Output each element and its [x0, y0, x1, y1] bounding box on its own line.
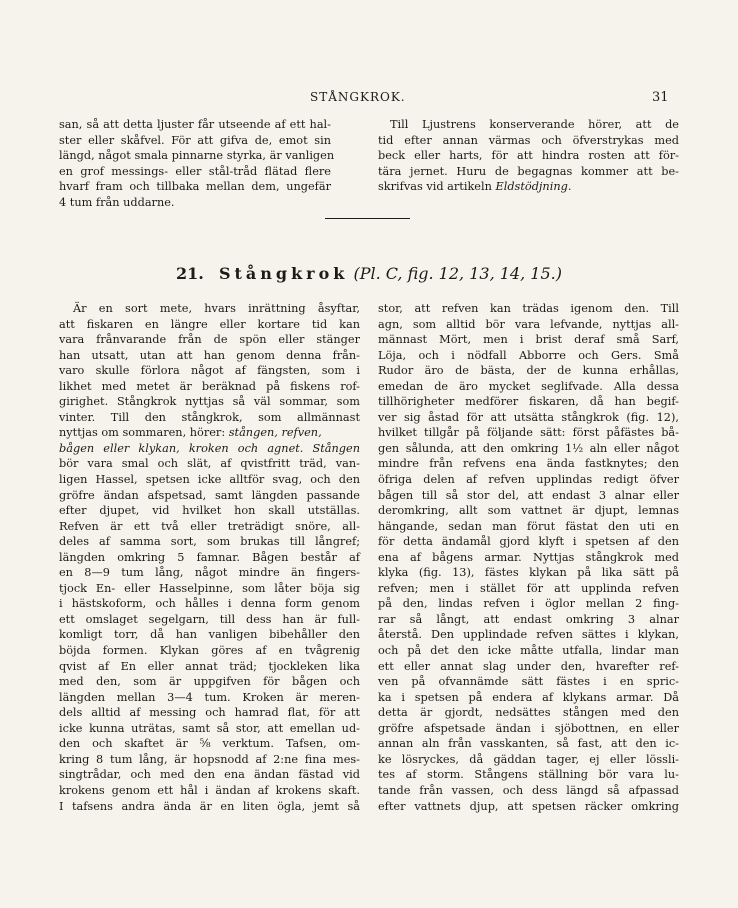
text-line: Refven är ett två eller treträdigt snöre, all- [59, 519, 360, 533]
text-line: hvarf fram och tillbaka mellan dem, ungefär [59, 180, 331, 194]
main-text-right [378, 301, 679, 814]
text-line: för detta ändamål gjord klyft i spetsen af den [378, 535, 679, 549]
text-line: stor, att refven kan trädas igenom den. Till [378, 302, 679, 315]
text-line: Löja, och i nödfall Abborre och Gers. Små [378, 348, 679, 362]
text-line: gröfre ändan afspetsad, samt längden passande [59, 488, 360, 502]
text-line: längd, något smala pinnarne styrka, är vanligen [59, 149, 335, 163]
text-fragment: nyttjas om sommaren, hörer: [59, 426, 226, 440]
text-line: ena af bågens armar. Nyttjas stångkrok med [378, 550, 679, 564]
text-line: en grof messings- eller stål-tråd flätad flere [59, 164, 331, 178]
text-line: detta är gjordt, nedsättes stången med den [378, 706, 679, 720]
text-line: komligt torr, då han vanligen bibehåller den [59, 628, 360, 642]
text-line: bågen eller klykan, kroken och agnet. Stången [59, 441, 360, 455]
text-line: qvist af En eller annat träd; tjockleken lika [59, 659, 360, 673]
text-line: gröfre afspetsade ändan i sjöbottnen, en eller [378, 721, 679, 735]
text-line [59, 425, 360, 441]
running-title: STÅNGKROK. [310, 90, 406, 104]
text-line: agn, som alltid bör vara lefvande, nyttjas all- [378, 317, 679, 331]
section-number: 21. [176, 264, 204, 283]
text-line: längden mellan 3—4 tum. Kroken är meren- [59, 690, 360, 704]
text-line: varo skulle förlora något af fängsten, som i [59, 364, 360, 378]
italic-fragment: stången, refven, [228, 426, 322, 440]
text-line: och på det den icke måtte utfalla, lindar man [378, 644, 679, 658]
text-line: dels alltid af messing och hamrad flat, för att [59, 706, 360, 720]
text-line: bågen till så stor del, att endast 3 alnar eller [378, 488, 679, 502]
text-line: med den, som är uppgifven för bågen och [59, 675, 360, 689]
text-line: efter vattnets djup, att spetsen räcker omkring [378, 799, 679, 813]
text-line: san, så att detta ljuster får utseende af ett hal- [59, 118, 331, 131]
text-line: krokens genom ett hål i ändan af krokens skaft. [59, 783, 360, 797]
text-line: tande från vassen, och dess längd så afpassad [378, 783, 679, 797]
text-line: i hästskoform, och hålles i denna form genom [59, 597, 360, 611]
section-heading [0, 264, 738, 283]
text-line: deles af samma sort, som brukas till långref; [59, 535, 360, 549]
text-line: I tafsens andra ända är en liten ögla, jemt så [59, 799, 360, 813]
text-line: ett eller annat slag under den, hvarefter ref- [378, 659, 679, 673]
text-line: ka i spetsen på endera af klykans armar. Då [378, 690, 679, 704]
text-line: ligen Hassel, spetsen icke alltför svag, och den [59, 473, 360, 487]
plate-reference: (Pl. C, fig. 12, 13, 14, 15.) [353, 264, 562, 283]
continued-text-right [378, 117, 679, 195]
text-line: klyka (fig. 13), fästes klykan på lika sätt på [378, 566, 679, 580]
text-line: girighet. Stångkrok nyttjas så väl sommar, som [59, 395, 360, 409]
text-line: vinter. Till den stångkrok, som allmännast [59, 410, 360, 424]
text-line: böjda formen. Klykan göres af en tvågrenig [59, 644, 360, 658]
text-line: mindre från refvens ena ända fastknytes; den [378, 457, 679, 471]
section-keyword: Stångkrok [218, 264, 349, 283]
text-line: ett omslaget segelgarn, till dess han är full- [59, 612, 360, 626]
main-text-left [59, 301, 360, 814]
text-line: gen sålunda, att den omkring 1½ aln eller något [378, 441, 679, 455]
running-head [0, 90, 738, 110]
text-line: männast Mört, men i brist deraf små Sarf, [378, 333, 679, 347]
section-divider [325, 218, 410, 219]
text-fragment: skrifvas vid artikeln [378, 180, 496, 194]
page-number: 31 [652, 90, 669, 105]
text-line: den och skaftet är ⅝ verktum. Tafsen, om- [59, 737, 360, 751]
text-line: han utsatt, utan att han genom denna från- [59, 348, 360, 362]
text-line: längden omkring 5 famnar. Bågen består af [59, 550, 360, 564]
text-line: vara frånvarande från de spön eller stänger [59, 333, 360, 347]
text-line: på den, lindas refven i öglor mellan 2 fing- [378, 597, 679, 611]
text-line: tid efter annan värmas och öfverstrykas med [378, 133, 679, 147]
text-line: att fiskaren en längre eller kortare tid kan [59, 317, 360, 331]
text-line: kring 8 tum lång, är hopsnodd af 2:ne fina mes- [59, 752, 360, 766]
text-line: tjock En- eller Hasselpinne, som låter böja sig [59, 581, 360, 595]
text-line: icke kunna uträtas, samt så stor, att emellan ud- [59, 721, 360, 735]
text-line: hängande, sedan man förut fästat den uti en [378, 519, 679, 533]
text-line: deromkring, allt som vattnet är djupt, lemnas [378, 504, 679, 518]
text-line: ke lösryckes, då gäddan tager, ej eller lössli- [378, 752, 679, 766]
article-reference: Eldstödjning. [495, 180, 572, 194]
text-line: likhet med metet är beräknad på fiskens rof- [59, 379, 360, 393]
text-line: öfriga delen af refven upplindas redigt öfver [378, 473, 679, 487]
text-line: tillhörigheter medförer fiskaren, då han begif- [378, 395, 679, 409]
text-line: emedan de äro mycket seglifvade. Alla dessa [378, 379, 679, 393]
text-line: Rudor äro de bästa, der de kunna erhållas, [378, 364, 679, 378]
text-line: annan aln från vasskanten, så fast, att den ic- [378, 737, 679, 751]
text-line: bör vara smal och slät, af qvistfritt träd, van- [59, 457, 360, 471]
text-line: återstå. Den upplindade refven sättes i klykan, [378, 628, 679, 642]
text-line: hvilket tillgår på följande sätt: först påfästes bå- [378, 426, 679, 440]
text-line: ven på ofvannämde sätt fästes i en spric- [378, 675, 679, 689]
text-line: tära jernet. Huru de begagnas kommer att be- [378, 164, 679, 178]
text-line: ster eller skåfvel. För att gifva de, emot sin [59, 133, 331, 147]
text-line: en 8—9 tum lång, något mindre än fingers- [59, 566, 360, 580]
text-line: ver sig åstad för att utsätta stångkrok (fig. 12), [378, 410, 679, 424]
continued-text-left [59, 117, 335, 210]
text-line: rar så långt, att endast omkring 3 alnar [378, 612, 679, 626]
text-line: Är en sort mete, hvars inrättning åsyftar, [73, 302, 360, 315]
text-line: Till Ljustrens konserverande hörer, att de [390, 118, 679, 131]
text-line: refven; men i stället för att upplinda refven [378, 581, 679, 595]
text-line: singtrådar, och med den ena ändan fästad vid [59, 768, 360, 782]
text-line: efter djupet, vid hvilket hon skall utställas. [59, 504, 360, 518]
text-line: tes af storm. Stångens ställning bör vara lu- [378, 768, 679, 782]
text-line [378, 179, 679, 195]
text-line: beck eller harts, för att hindra rosten att för- [378, 149, 679, 163]
text-line: 4 tum från uddarne. [59, 195, 175, 209]
